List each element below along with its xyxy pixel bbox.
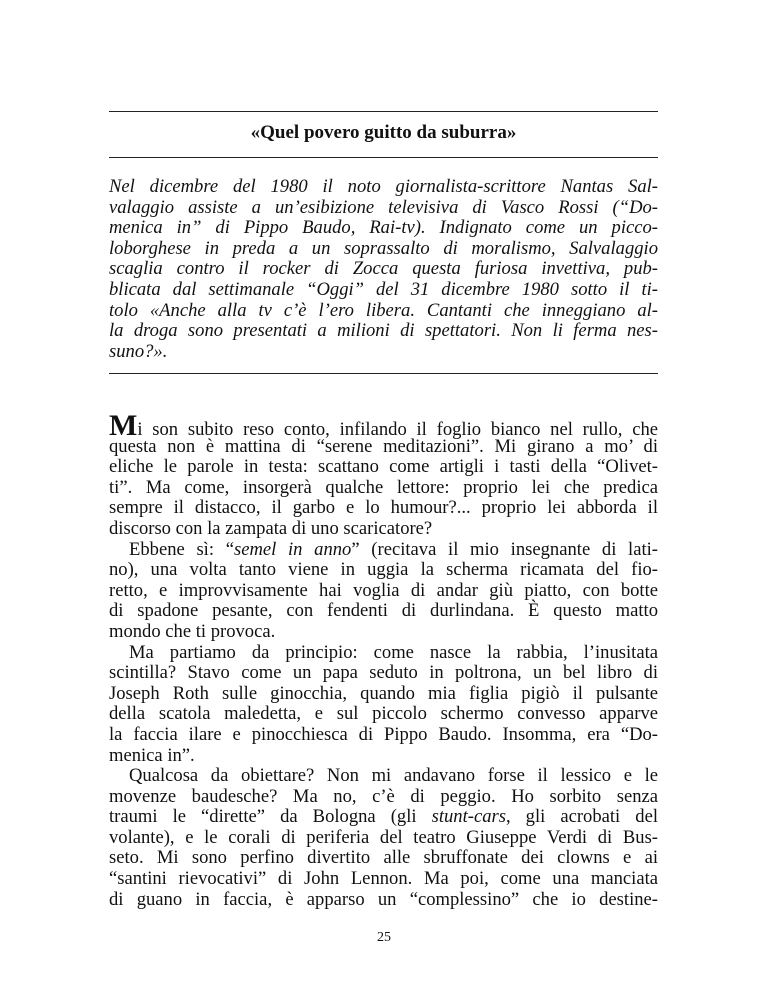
chapter-heading: «Quel povero guitto da suburra»	[250, 122, 517, 143]
body-line: questa non è mattina di “serene meditazioni”. Mi girano a mo’ di	[109, 435, 658, 457]
body-line	[109, 807, 658, 828]
body-line	[109, 540, 658, 561]
intro-line: tolo «Anche alla tv c’è l’ero libera. Cantanti che inneggiano al-	[109, 299, 658, 321]
body-line: sempre il distacco, il garbo e lo humour?... proprio lei abborda il	[109, 497, 658, 519]
body-line: movenze baudesche? Ma no, c’è di peggio. Ho sorbito senza	[109, 785, 658, 807]
body-line: discorso con la zampata di uno scaricatore?	[109, 517, 433, 539]
body-line: volante), e le corali di periferia del teatro Giuseppe Verdi di Bus-	[109, 826, 658, 848]
body-text	[109, 409, 658, 910]
heading-rule	[109, 157, 658, 158]
top-rule	[109, 111, 658, 112]
body-line: menica in”.	[109, 744, 195, 766]
body-line: Joseph Roth sulle ginocchia, quando mia figlia pigiò il pulsante	[109, 682, 658, 704]
body-line: scintilla? Stavo come un papa seduto in poltrona, un bel libro di	[109, 662, 658, 684]
intro-line: scaglia contro il rocker di Zocca questa furiosa invettiva, pub-	[109, 258, 658, 280]
body-line: ti”. Ma come, insorgerà qualche lettore: proprio lei che predica	[109, 476, 658, 498]
drop-cap: M	[109, 409, 138, 442]
body-line: no), una volta tanto viene in uggia la scherma ricamata del fio-	[109, 559, 658, 581]
body-line: Ma partiamo da principio: come nasce la rabbia, l’inusitata	[129, 641, 658, 663]
body-line: di guano in faccia, è apparso un “complessino” che io destine-	[109, 888, 658, 910]
intro-rule	[109, 373, 658, 374]
body-text-run: Ebbene sì: “	[129, 538, 234, 560]
body-text-run: ” (recitava il mio insegnante di lati-	[351, 538, 658, 560]
intro-paragraph	[109, 177, 658, 362]
body-text-run: , gli acrobati del	[505, 806, 658, 828]
body-line: seto. Mi sono perfino divertito alle sbruffonate dei clowns e ai	[109, 847, 658, 869]
body-line: retto, e improvvisamente hai voglia di andar giù piatto, con botte	[109, 579, 658, 601]
italic-term: stunt-cars	[431, 806, 506, 828]
intro-line: suno?».	[109, 340, 168, 362]
body-line: la faccia ilare e pinocchiesca di Pippo Baudo. Insomma, era “Do-	[109, 723, 658, 745]
intro-line: loborghese in preda a un soprassalto di moralismo, Salvalaggio	[109, 237, 658, 259]
page-number: 25	[377, 930, 391, 945]
body-line: Qualcosa da obiettare? Non mi andavano forse il lessico e le	[129, 765, 658, 787]
body-line: eliche le parole in testa: scattano come artigli i tasti della “Olivet-	[109, 456, 658, 478]
body-text-run: traumi le “dirette” da Bologna (gli	[109, 806, 432, 828]
latin-phrase: semel in anno	[233, 538, 352, 560]
body-line: “santini rievocativi” di John Lennon. Ma poi, come una manciata	[109, 868, 658, 890]
body-line	[109, 409, 658, 442]
body-line: mondo che ti provoca.	[109, 620, 276, 642]
body-line: della scatola maledetta, e sul piccolo schermo convesso apparve	[109, 703, 658, 725]
intro-line: la droga sono presentati a milioni di spettatori. Non li ferma nes-	[109, 320, 658, 342]
intro-line: blicata dal settimanale “Oggi” del 31 dicembre 1980 sotto il ti-	[109, 278, 658, 300]
intro-line: Nel dicembre del 1980 il noto giornalista-scrittore Nantas Sal-	[109, 176, 658, 197]
intro-line: valaggio assiste a un’esibizione televisiva di Vasco Rossi (“Do-	[109, 196, 658, 218]
intro-line: menica in” di Pippo Baudo, Rai-tv). Indignato come un picco-	[109, 217, 658, 239]
body-line-text: i son subito reso conto, infilando il foglio bianco nel rullo, che	[137, 419, 658, 440]
body-line: di spadone pesante, con fendenti di durlindana. È questo matto	[109, 600, 658, 622]
